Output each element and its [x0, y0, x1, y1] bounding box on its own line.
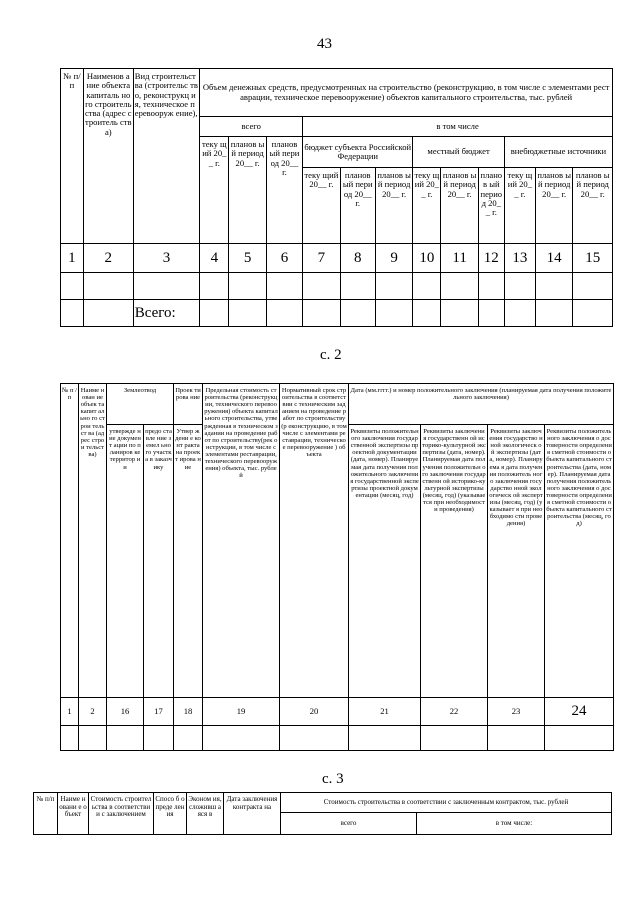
t1-header-region-plan-1: планов ый период 20__ г.: [340, 168, 375, 244]
t1-col-number: 2: [83, 244, 133, 273]
t2-col-number: 23: [488, 698, 545, 726]
t1-col-number: 9: [375, 244, 412, 273]
t1-col-number: 13: [504, 244, 535, 273]
t2-col-number: 20: [280, 698, 349, 726]
section-heading-page-2: с. 2: [320, 347, 342, 363]
t1-col-number: 11: [441, 244, 478, 273]
t3-header-contract-date: Дата заключения контракта на: [224, 793, 281, 835]
t2-col-number: 18: [174, 698, 203, 726]
t1-header-local-current: теку щий 20__ г.: [413, 168, 441, 244]
t1-header-total: всего: [200, 117, 303, 137]
t2-header-conclusion-date: Дата (мм.гггг.) и номер положительного заключения (планируемая дата получения положительного заключения): [349, 384, 614, 425]
t2-header-land: Землеотвод: [107, 384, 174, 425]
funding-table: [60, 68, 613, 327]
contract-table: [33, 792, 612, 835]
t3-header-cost: Стоимость строительства в соответствии с заключением: [89, 793, 154, 835]
t2-header-ecological-expertise: Реквизиты заключения государство нной экологическ ой экспертизы (дата, номер). Планируема я дата получения положитель ного заключения государство нной экологическ ой экспертизы (месяц, год) (указывает я при необходимо сти проведения): [488, 425, 545, 698]
t2-col-number: 16: [107, 698, 144, 726]
t2-header-state-expertise: Реквизиты положительного заключения государственной экспертизы проектной документации (дата, номер). Планируемая дата получения положительного заключения государственной экспертизы проектной документации (месяц, год): [349, 425, 421, 698]
t1-header-budget-region: бюджет субъекта Российской Федерации: [303, 137, 413, 168]
t1-header-extra-current: теку щий 20__ г.: [504, 168, 535, 244]
t1-header-total-plan-2: планов ый период 20__ г.: [266, 137, 302, 244]
t2-col-number: 24: [545, 698, 614, 726]
t3-header-total: всего: [281, 813, 417, 835]
t2-header-object-name: Наиме нован ие объек та капит ально го строи тельст ва (адрес строи тельст ва): [79, 384, 107, 698]
t3-header-savings: Эконом ия, сложивш аяся в: [187, 793, 224, 835]
t1-total-label: Всего:: [133, 300, 200, 327]
t1-col-number: 5: [229, 244, 266, 273]
page-number: 43: [317, 36, 332, 52]
t2-header-land-plan: утвержде ние документ ации по планиров ке территор ии: [107, 425, 144, 698]
t2-header-cost-reliability: Реквизиты положительного заключения о достоверности определения сметной стоимости объекта капитального строительства (дата, номер). Планируемая дата получения положительного заключения о достоверности определения сметной стоимости объекта капитального строительства (месяц, год): [545, 425, 614, 698]
t2-col-number: 2: [79, 698, 107, 726]
t2-header-design-contract: Утвер ждени е конт ракта на проект ирова ние: [174, 425, 203, 698]
t1-col-number: 10: [413, 244, 441, 273]
t1-header-volume: Объем денежных средств, предусмотренных на строительство (реконструкцию, в том числе с элементами реставрации, техническое перевооружение) объектов капитального строительства, тыс. рублей: [200, 69, 613, 117]
t1-header-no: № п/ п: [61, 69, 84, 244]
t1-header-total-current: теку щий 20__ г.: [200, 137, 229, 244]
approvals-table: [60, 383, 614, 751]
t1-header-local-plan-1: планов ый период 20__ г.: [441, 168, 478, 244]
t1-header-region-plan-2: планов ый период 20__ г.: [375, 168, 412, 244]
t1-header-extra-plan-2: планов ый период 20__ г.: [573, 168, 613, 244]
t2-header-land-grant: предо ставле ние земел ьного участк а в заказч ику: [144, 425, 174, 698]
t2-header-design: Проек тирова ние: [174, 384, 203, 425]
t1-col-number: 7: [303, 244, 340, 273]
t2-header-max-cost: Предельная стоимость строительства (реконструкции, технического перевооружения) объекта капитального строительства, утвержденная в техническом задании на проведение работ по строительству(рек онструкции, в том числе с элементами реставрации, технического перевооружения) объекта, тыс. рублей: [203, 384, 280, 698]
t2-empty-row: [61, 726, 614, 751]
t1-header-object-name: Наименов ание объекта капиталь ного строитель ства (адрес строитель ства): [83, 69, 133, 244]
t1-header-construction-type: Вид строительст ва (строительс тво, реконструкц ия, техническое перевооруж ение),: [133, 69, 200, 244]
t2-col-number: 19: [203, 698, 280, 726]
t2-header-cultural-expertise: Реквизиты заключения государственн ой историко-культурной экспертизы (дата, номер). Планируемая дата получения положительн ого заключения государственн ой историко-культурной экспертизы (месяц, год) (указывается при необходимост и проведения): [421, 425, 488, 698]
t1-col-number: 12: [478, 244, 504, 273]
t1-empty-row: [61, 273, 613, 300]
t2-col-number: 22: [421, 698, 488, 726]
t3-header-contract-cost: Стоимость строительства в соответствии с заключенным контрактом, тыс. рублей: [281, 793, 612, 813]
t3-header-object-name: Наиме новани е объект: [58, 793, 89, 835]
t1-col-number: 14: [535, 244, 572, 273]
t1-col-number: 4: [200, 244, 229, 273]
t1-header-including: в том числе: [303, 117, 613, 137]
t2-col-number: 1: [61, 698, 79, 726]
t1-header-extra-plan-1: планов ый период 20__ г.: [535, 168, 572, 244]
t1-header-budget-local: местный бюджет: [413, 137, 504, 168]
t3-header-method: Спосо б опреде ления: [154, 793, 187, 835]
section-heading-page-3: с. 3: [322, 771, 344, 787]
t3-header-no: № п/п: [34, 793, 58, 835]
t1-col-number: 3: [133, 244, 200, 273]
t2-col-number: 21: [349, 698, 421, 726]
t1-header-total-plan-1: планов ый период 20__ г.: [229, 137, 266, 244]
t1-header-extra-budget: внебюджетные источники: [504, 137, 612, 168]
t1-col-number: 8: [340, 244, 375, 273]
t3-header-including: в том числе:: [417, 813, 612, 835]
t1-header-region-current: теку щий 20__ г.: [303, 168, 340, 244]
t2-header-no: № п / п: [61, 384, 79, 698]
t1-col-number: 6: [266, 244, 302, 273]
t2-header-term: Нормативный срок строительства в соответствии с техническим заданием на проведение работ по строительству(р еконструкцию, в том числе с элементами реставрации, техническое перевооружение ) объекта: [280, 384, 349, 698]
t1-col-number: 1: [61, 244, 84, 273]
t1-header-local-plan-2: планов ый период 20__ г.: [478, 168, 504, 244]
t1-col-number: 15: [573, 244, 613, 273]
t2-col-number: 17: [144, 698, 174, 726]
